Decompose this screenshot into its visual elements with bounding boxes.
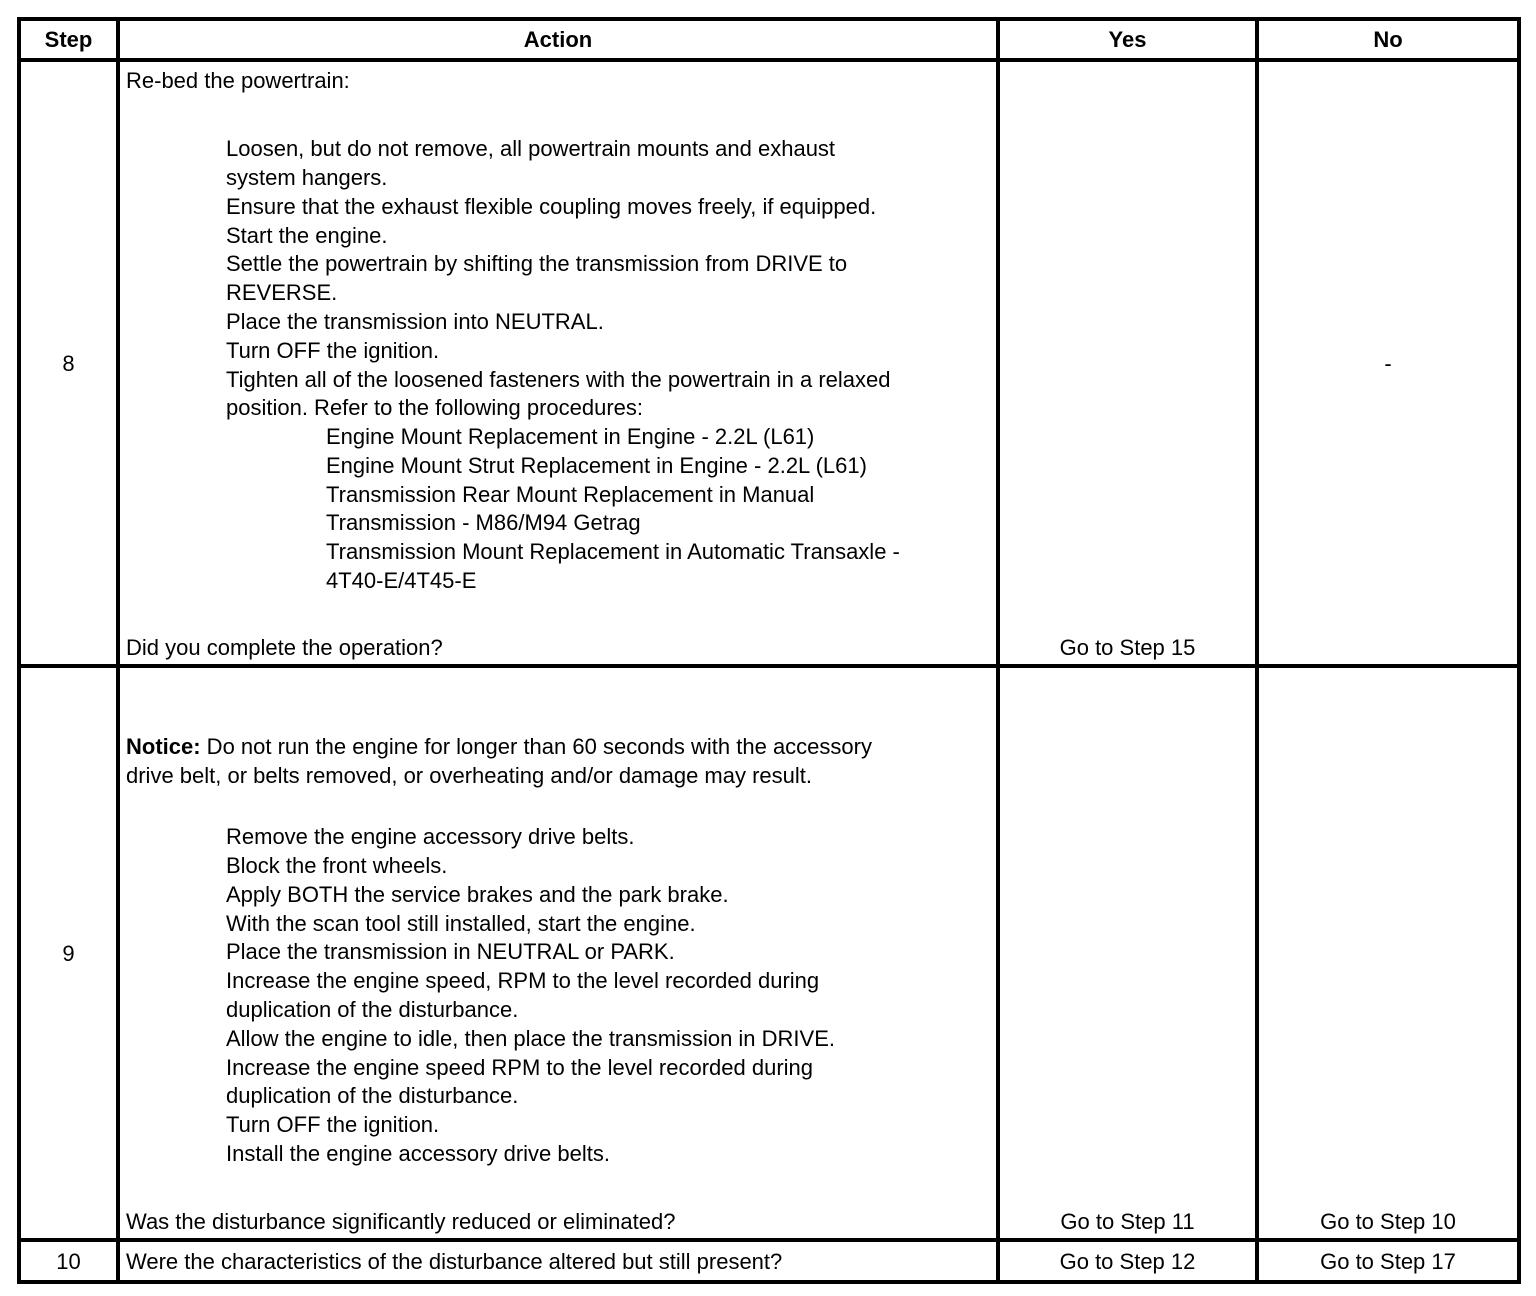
procedure-item: Transmission Rear Mount Replacement in Manual: [326, 482, 815, 507]
no-result: Go to Step 10: [1320, 1209, 1456, 1234]
list-item: Start the engine.: [226, 223, 388, 248]
list-item: Install the engine accessory drive belts.: [226, 1141, 610, 1166]
header-step: Step: [44, 27, 93, 52]
procedure-item: Transmission - M86/M94 Getrag: [326, 510, 641, 535]
notice: [126, 732, 872, 761]
step-number: 8: [62, 351, 75, 376]
list-item: Tighten all of the loosened fasteners with the powertrain in a relaxed: [226, 367, 891, 392]
step-number: 9: [62, 941, 75, 966]
procedure-item: Transmission Mount Replacement in Automatic Transaxle -: [326, 539, 900, 564]
action-question: Were the characteristics of the disturbance altered but still present?: [126, 1249, 783, 1274]
list-item: Turn OFF the ignition.: [226, 1112, 440, 1137]
step-number: 10: [56, 1249, 81, 1274]
header-no: No: [1373, 27, 1403, 52]
notice-text: Do not run the engine for longer than 60 seconds with the accessory: [200, 734, 872, 759]
list-item: Turn OFF the ignition.: [226, 338, 440, 363]
action-intro: Re-bed the powertrain:: [126, 68, 350, 93]
list-item: Place the transmission in NEUTRAL or PARK.: [226, 939, 675, 964]
no-result: -: [1384, 351, 1392, 376]
list-item: Increase the engine speed RPM to the level recorded during: [226, 1055, 814, 1080]
list-item: Place the transmission into NEUTRAL.: [226, 309, 604, 334]
list-item: system hangers.: [226, 165, 388, 190]
yes-result: Go to Step 11: [1060, 1209, 1195, 1234]
action-question: Was the disturbance significantly reduced or eliminated?: [126, 1209, 676, 1234]
list-item: Block the front wheels.: [226, 853, 448, 878]
list-item: Settle the powertrain by shifting the transmission from DRIVE to: [226, 251, 848, 276]
notice-label: Notice:: [126, 734, 201, 759]
list-item: position. Refer to the following procedures:: [226, 395, 644, 420]
list-item: Apply BOTH the service brakes and the park brake.: [226, 882, 729, 907]
list-item: Allow the engine to idle, then place the transmission in DRIVE.: [226, 1026, 835, 1051]
list-item: duplication of the disturbance.: [226, 1083, 519, 1108]
yes-result: Go to Step 15: [1059, 635, 1196, 660]
header-yes: Yes: [1108, 27, 1147, 52]
list-item: Ensure that the exhaust flexible coupling moves freely, if equipped.: [226, 194, 877, 219]
notice-text: drive belt, or belts removed, or overheating and/or damage may result.: [126, 763, 813, 788]
list-item: With the scan tool still installed, start the engine.: [226, 911, 696, 936]
list-item: Remove the engine accessory drive belts.: [226, 824, 635, 849]
list-item: Increase the engine speed, RPM to the level recorded during: [226, 968, 820, 993]
yes-result: Go to Step 12: [1059, 1249, 1196, 1274]
list-item: duplication of the disturbance.: [226, 997, 519, 1022]
procedure-item: Engine Mount Replacement in Engine - 2.2L (L61): [326, 424, 815, 449]
list-item: Loosen, but do not remove, all powertrain mounts and exhaust: [226, 136, 836, 161]
header-action: Action: [523, 27, 593, 52]
list-item: REVERSE.: [226, 280, 338, 305]
procedure-item: 4T40-E/4T45-E: [326, 568, 477, 593]
procedure-item: Engine Mount Strut Replacement in Engine - 2.2L (L61): [326, 453, 867, 478]
no-result: Go to Step 17: [1320, 1249, 1456, 1274]
action-question: Did you complete the operation?: [126, 635, 443, 660]
